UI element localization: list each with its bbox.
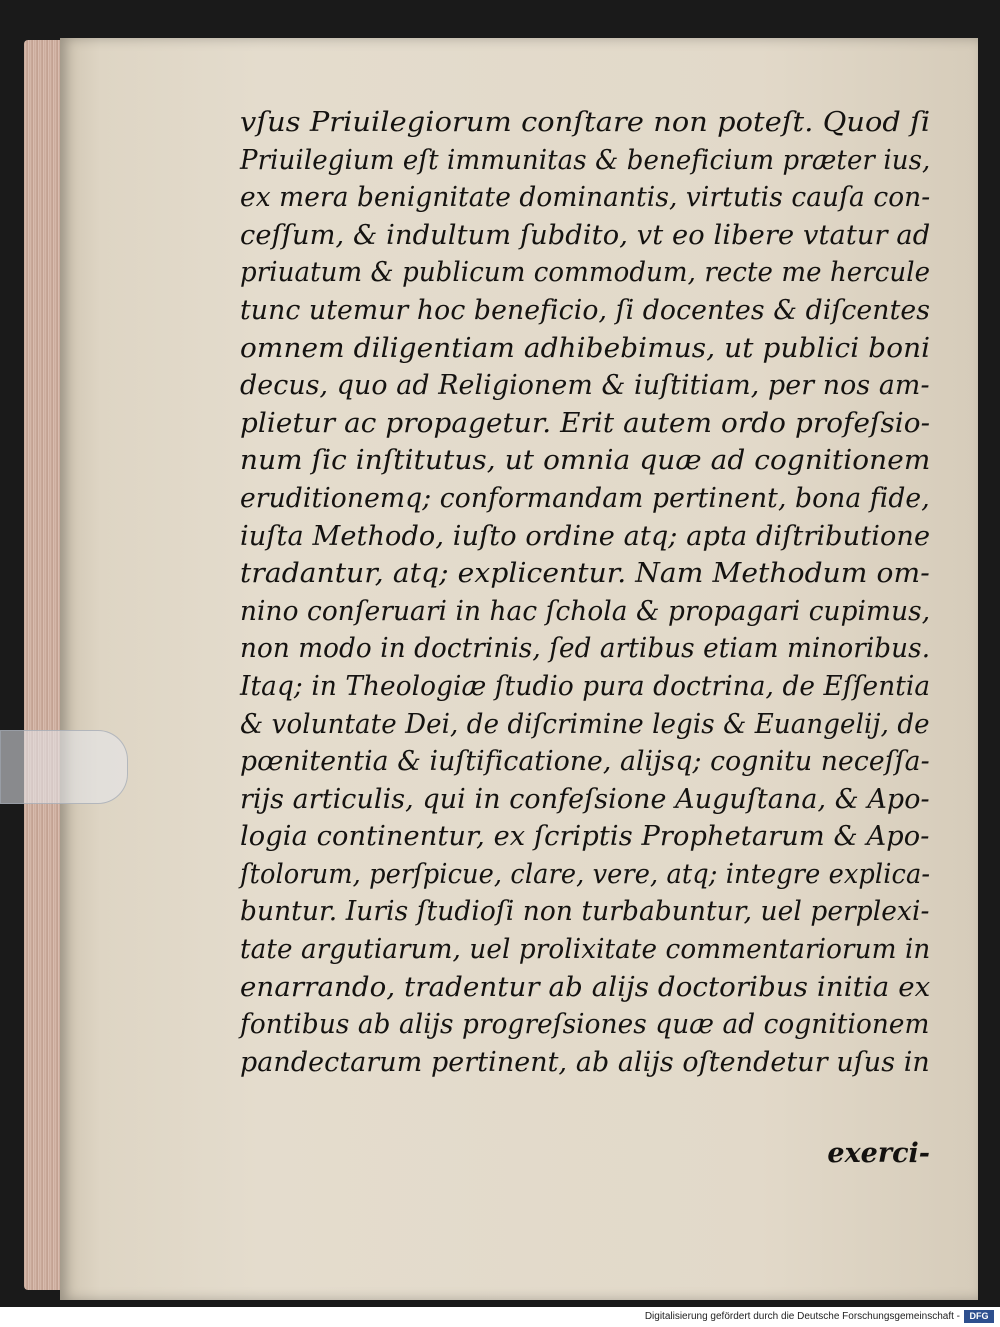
text-line: buntur. Iuris ſtudioſi non turbabuntur, uel perplexi- [240,896,930,928]
text-line: decus, quo ad Religionem & iuſtitiam, per nos am- [240,370,930,402]
text-line: tunc utemur hoc beneficio, ſi docentes & diſcentes [240,294,931,326]
text-line: tradantur, atq; explicentur. Nam Methodum om- [240,558,930,590]
text-line: pandectarum pertinent, ab alijs oſtendetur uſus in [240,1046,930,1078]
clear-bookmark-tab [0,730,128,804]
text-line: fontibus ab alijs progreſsiones quæ ad cognitionem [240,1009,930,1041]
text-line: Itaq; in Theologiæ ſtudio pura doctrina, de Eſſentia [240,670,931,702]
text-line: logia continentur, ex ſcriptis Prophetarum & Apo- [240,821,930,853]
digitization-credit: Digitalisierung gefördert durch die Deutsche Forschungsgemeinschaft - [644,1311,960,1322]
text-line: tate argutiarum, uel prolixitate commentariorum in [240,934,931,966]
text-line: ſtolorum, perſpicue, clare, vere, atq; integre explica- [240,858,931,890]
text-line: rijs articulis, qui in confeſsione Auguſtana, & Apo- [240,783,930,815]
text-line: eruditionemq; conformandam pertinent, bona fide, [240,482,930,514]
text-line: non modo in doctrinis, ſed artibus etiam minoribus. [240,633,931,665]
text-line: pœnitentia & iuſtificatione, alijsq; cognitu neceſſa- [240,746,930,778]
text-line: iuſta Methodo, iuſto ordine atq; apta diſtributione [240,520,931,552]
text-line: num ſic inſtitutus, ut omnia quæ ad cognitionem [240,445,931,477]
dfg-logo: DFG [964,1310,994,1323]
body-text [240,104,930,1081]
catchword: exerci- [827,1138,930,1169]
text-line: enarrando, tradentur ab alijs doctoribus initia ex [240,971,931,1003]
text-line: & voluntate Dei, de diſcrimine legis & Euangelij, de [240,708,930,740]
text-line: omnem diligentiam adhibebimus, ut publici boni [240,332,931,364]
text-line: ceſſum, & indultum ſubdito, vt eo libere vtatur ad [240,219,931,251]
text-line: ex mera benignitate dominantis, virtutis cauſa con- [240,182,931,214]
text-line: vſus Priuilegiorum conſtare non poteſt. Quod ſi [240,107,931,138]
text-line: plietur ac propagetur. Erit autem ordo profeſsio- [240,407,931,439]
text-line: priuatum & publicum commodum, recte me hercule [240,257,931,289]
text-line: Priuilegium eſt immunitas & beneficium præter ius, [240,144,931,176]
text-line: nino conſeruari in hac ſchola & propagari cupimus, [240,595,931,627]
